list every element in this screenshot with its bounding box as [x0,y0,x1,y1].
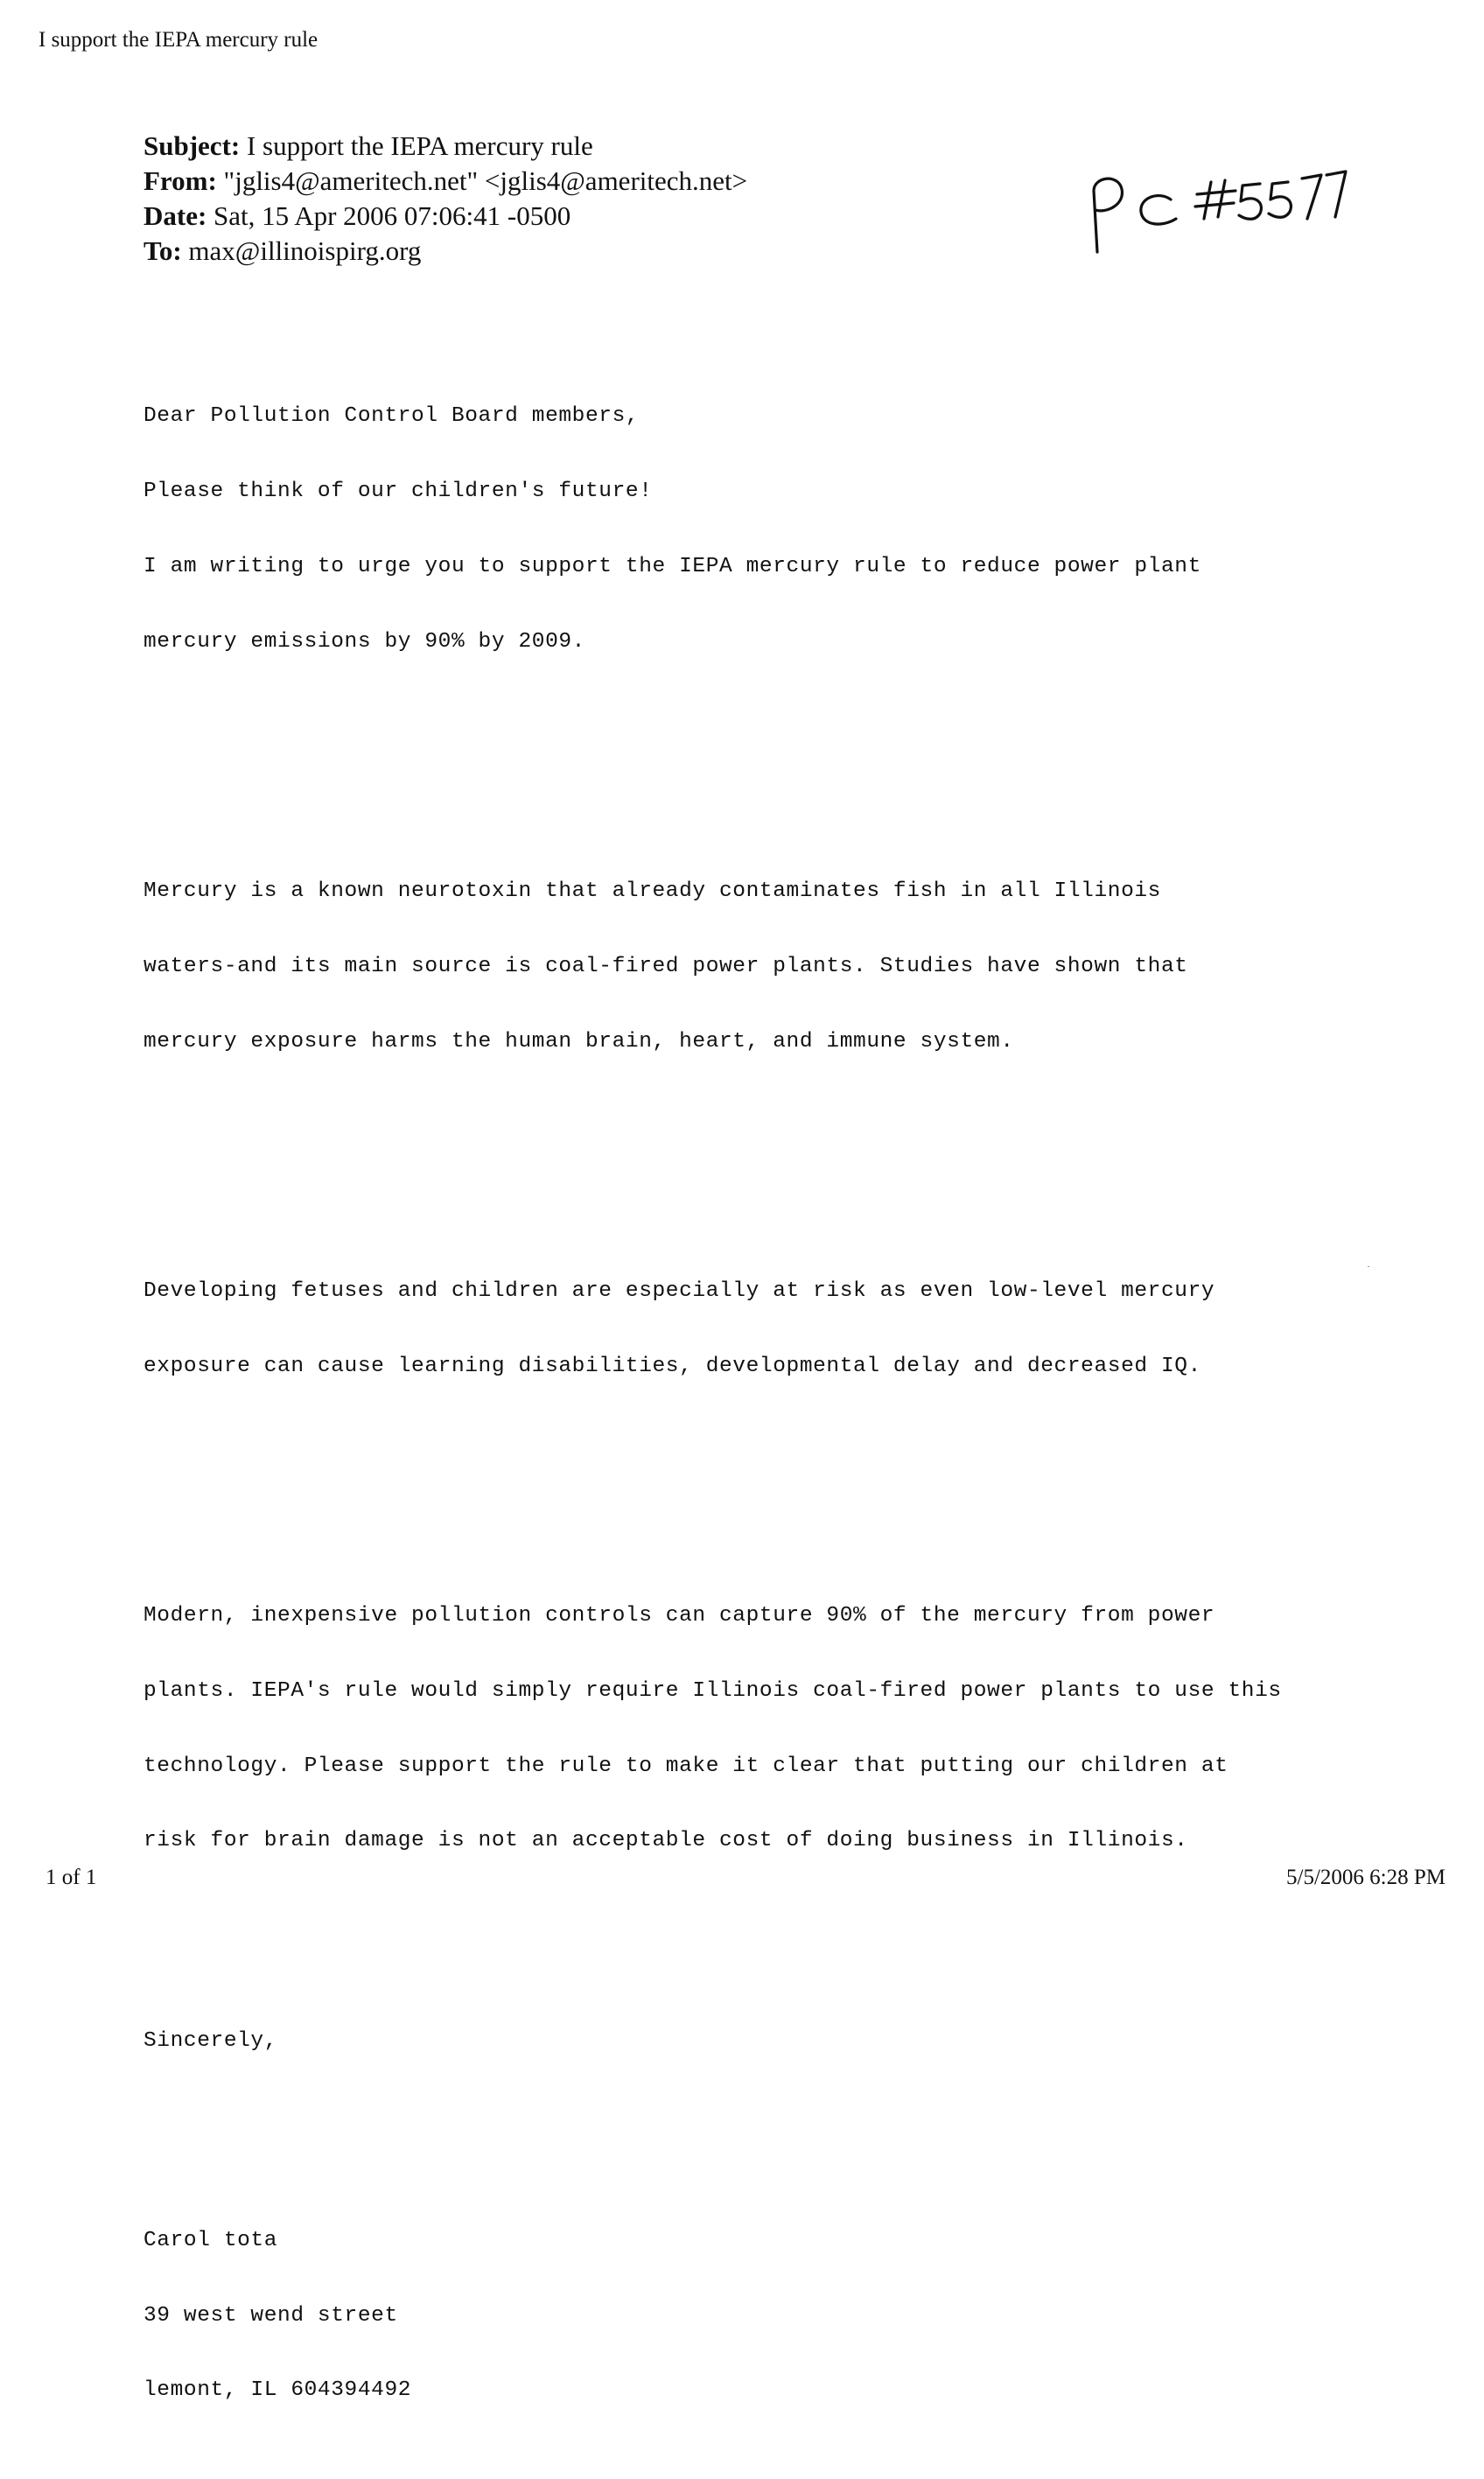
body-line: waters-and its main source is coal-fired power plants. Studies have shown that [144,954,1188,978]
paragraph-children [144,1229,1282,1430]
body-line: Modern, inexpensive pollution controls can capture 90% of the mercury from power [144,1604,1215,1628]
email-body [144,305,1282,2479]
to-label: To: [144,235,182,266]
body-line: Dear Pollution Control Board members, [144,404,640,429]
from-value: "jglis4@ameritech.net" <jglis4@ameritech.net> [223,165,748,196]
subject-value: I support the IEPA mercury rule [246,130,593,161]
body-line: Mercury is a known neurotoxin that already contaminates fish in all Illinois [144,879,1161,904]
handwritten-pc-number [1085,165,1348,261]
scan-speck [1368,1266,1369,1267]
paragraph-controls [144,1554,1282,1904]
signature-name: Carol tota [144,2228,278,2252]
from-label: From: [144,165,217,196]
subject-row [144,129,747,164]
body-line: mercury emissions by 90% by 2009. [144,629,585,654]
date-label: Date: [144,200,207,231]
body-line: Please think of our children's future! [144,480,653,504]
page-number: 1 of 1 [46,1866,97,1889]
paragraph-greeting [144,354,1282,704]
from-row [144,164,747,199]
signature-city: lemont, IL 604394492 [144,2378,412,2403]
to-value: max@illinoispirg.org [188,235,422,266]
page-header-title: I support the IEPA mercury rule [38,28,318,52]
body-line: Developing fetuses and children are especially at risk as even low-level mercury [144,1278,1215,1303]
signature-street: 39 west wend street [144,2303,398,2328]
date-row [144,199,747,234]
to-row [144,234,747,269]
body-line: I am writing to urge you to support the IEPA mercury rule to reduce power plant [144,554,1201,578]
date-value: Sat, 15 Apr 2006 07:06:41 -0500 [214,200,571,231]
body-line: exposure can cause learning disabilities, developmental delay and decreased IQ. [144,1354,1201,1378]
body-line: plants. IEPA's rule would simply require Illinois coal-fired power plants to use this [144,1678,1282,1703]
signature-block [144,2179,1282,2454]
subject-label: Subject: [144,130,241,161]
print-timestamp: 5/5/2006 6:28 PM [1286,1866,1446,1889]
body-line: technology. Please support the rule to make it clear that putting our children at [144,1754,1228,1778]
closing: Sincerely, [144,2028,278,2053]
body-line: mercury exposure harms the human brain, heart, and immune system. [144,1029,1014,1054]
body-line: risk for brain damage is not an acceptable cost of doing business in Illinois. [144,1829,1188,1853]
paragraph-mercury [144,830,1282,1105]
email-headers [144,129,747,269]
